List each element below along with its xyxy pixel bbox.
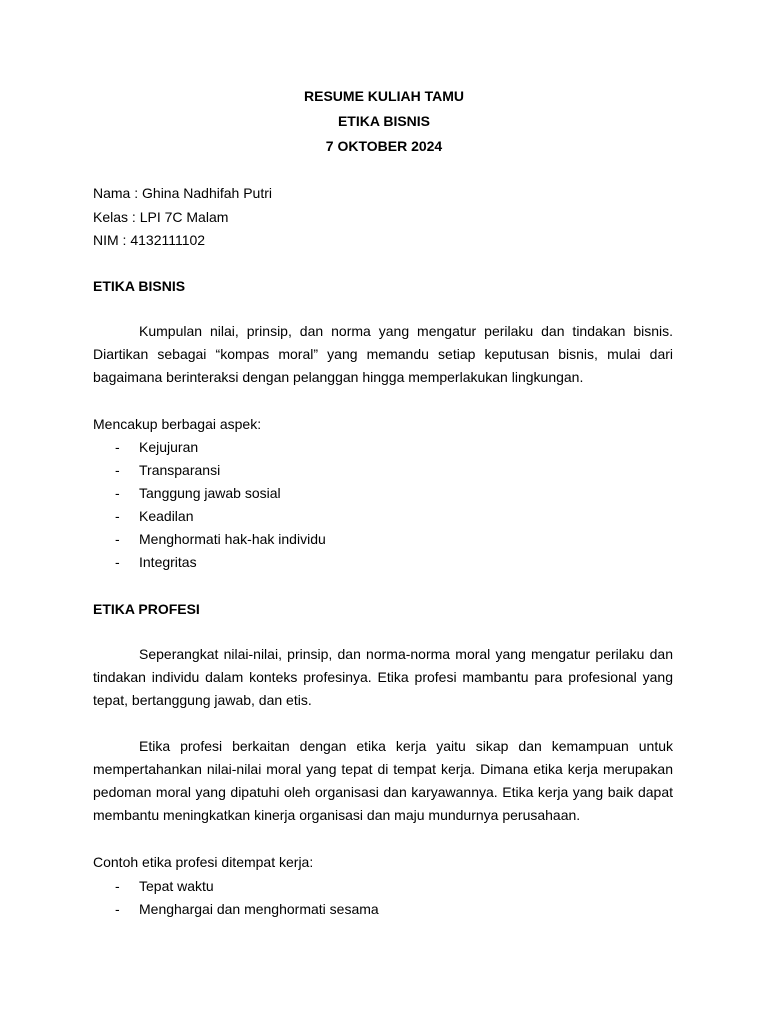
list-item-label: Integritas [139,554,197,570]
list-item-label: Keadilan [139,508,194,524]
etika-profesi-paragraph-2: Etika profesi berkaitan dengan etika kerja yaitu sikap dan kemampuan untuk mempertahankan nilai-nilai moral yang tepat di tempat kerja. Dimana etika kerja merupakan pedoman moral yang dipatuhi oleh organisasi dan karyawannya. Etika kerja yang baik dapat membantu meningkatkan kinerja organisasi dan maju mundurnya perusahaan. [93,738,673,823]
section-heading-etika-bisnis: ETIKA BISNIS [93,278,186,294]
list-item-label: Tepat waktu [139,878,214,894]
list-item-label: Menghargai dan menghormati sesama [139,901,379,917]
etika-profesi-paragraph-block-1 [93,643,673,712]
student-nim: NIM : 4132111102 [93,232,206,248]
examples-intro: Contoh etika profesi ditempat kerja: [93,854,314,870]
etika-bisnis-paragraph: Kumpulan nilai, prinsip, dan norma yang mengatur perilaku dan tindakan bisnis. Diartikan sebagai “kompas moral” yang memandu setiap keputusan bisnis, mulai dari bagaimana berinteraksi dengan pelanggan hingga memperlakukan lingkungan. [93,323,673,385]
list-item-label: Tanggung jawab sosial [139,485,281,501]
etika-profesi-paragraph-block-2 [93,735,673,827]
bullet-dash: - [115,439,120,455]
student-class: Kelas : LPI 7C Malam [93,209,229,225]
list-item-label: Menghormati hak-hak individu [139,531,326,547]
bullet-dash: - [115,508,120,524]
document-title: RESUME KULIAH TAMU [304,88,464,104]
bullet-dash: - [115,878,120,894]
bullet-dash: - [115,485,120,501]
student-name: Nama : Ghina Nadhifah Putri [93,185,272,201]
aspects-intro: Mencakup berbagai aspek: [93,416,262,432]
document-date: 7 OKTOBER 2024 [325,138,443,154]
etika-bisnis-paragraph-block [93,320,673,389]
list-item-label: Transparansi [139,462,221,478]
section-heading-etika-profesi: ETIKA PROFESI [93,601,200,617]
list-item-label: Kejujuran [139,439,199,455]
etika-profesi-paragraph-1: Seperangkat nilai-nilai, prinsip, dan norma-norma moral yang mengatur perilaku dan tindakan individu dalam konteks profesinya. Etika profesi mambantu para profesional yang tepat, bertanggung jawab, dan etis. [93,646,673,708]
bullet-dash: - [115,531,120,547]
bullet-dash: - [115,901,120,917]
bullet-dash: - [115,554,120,570]
bullet-dash: - [115,462,120,478]
document-subtitle: ETIKA BISNIS [337,113,431,129]
